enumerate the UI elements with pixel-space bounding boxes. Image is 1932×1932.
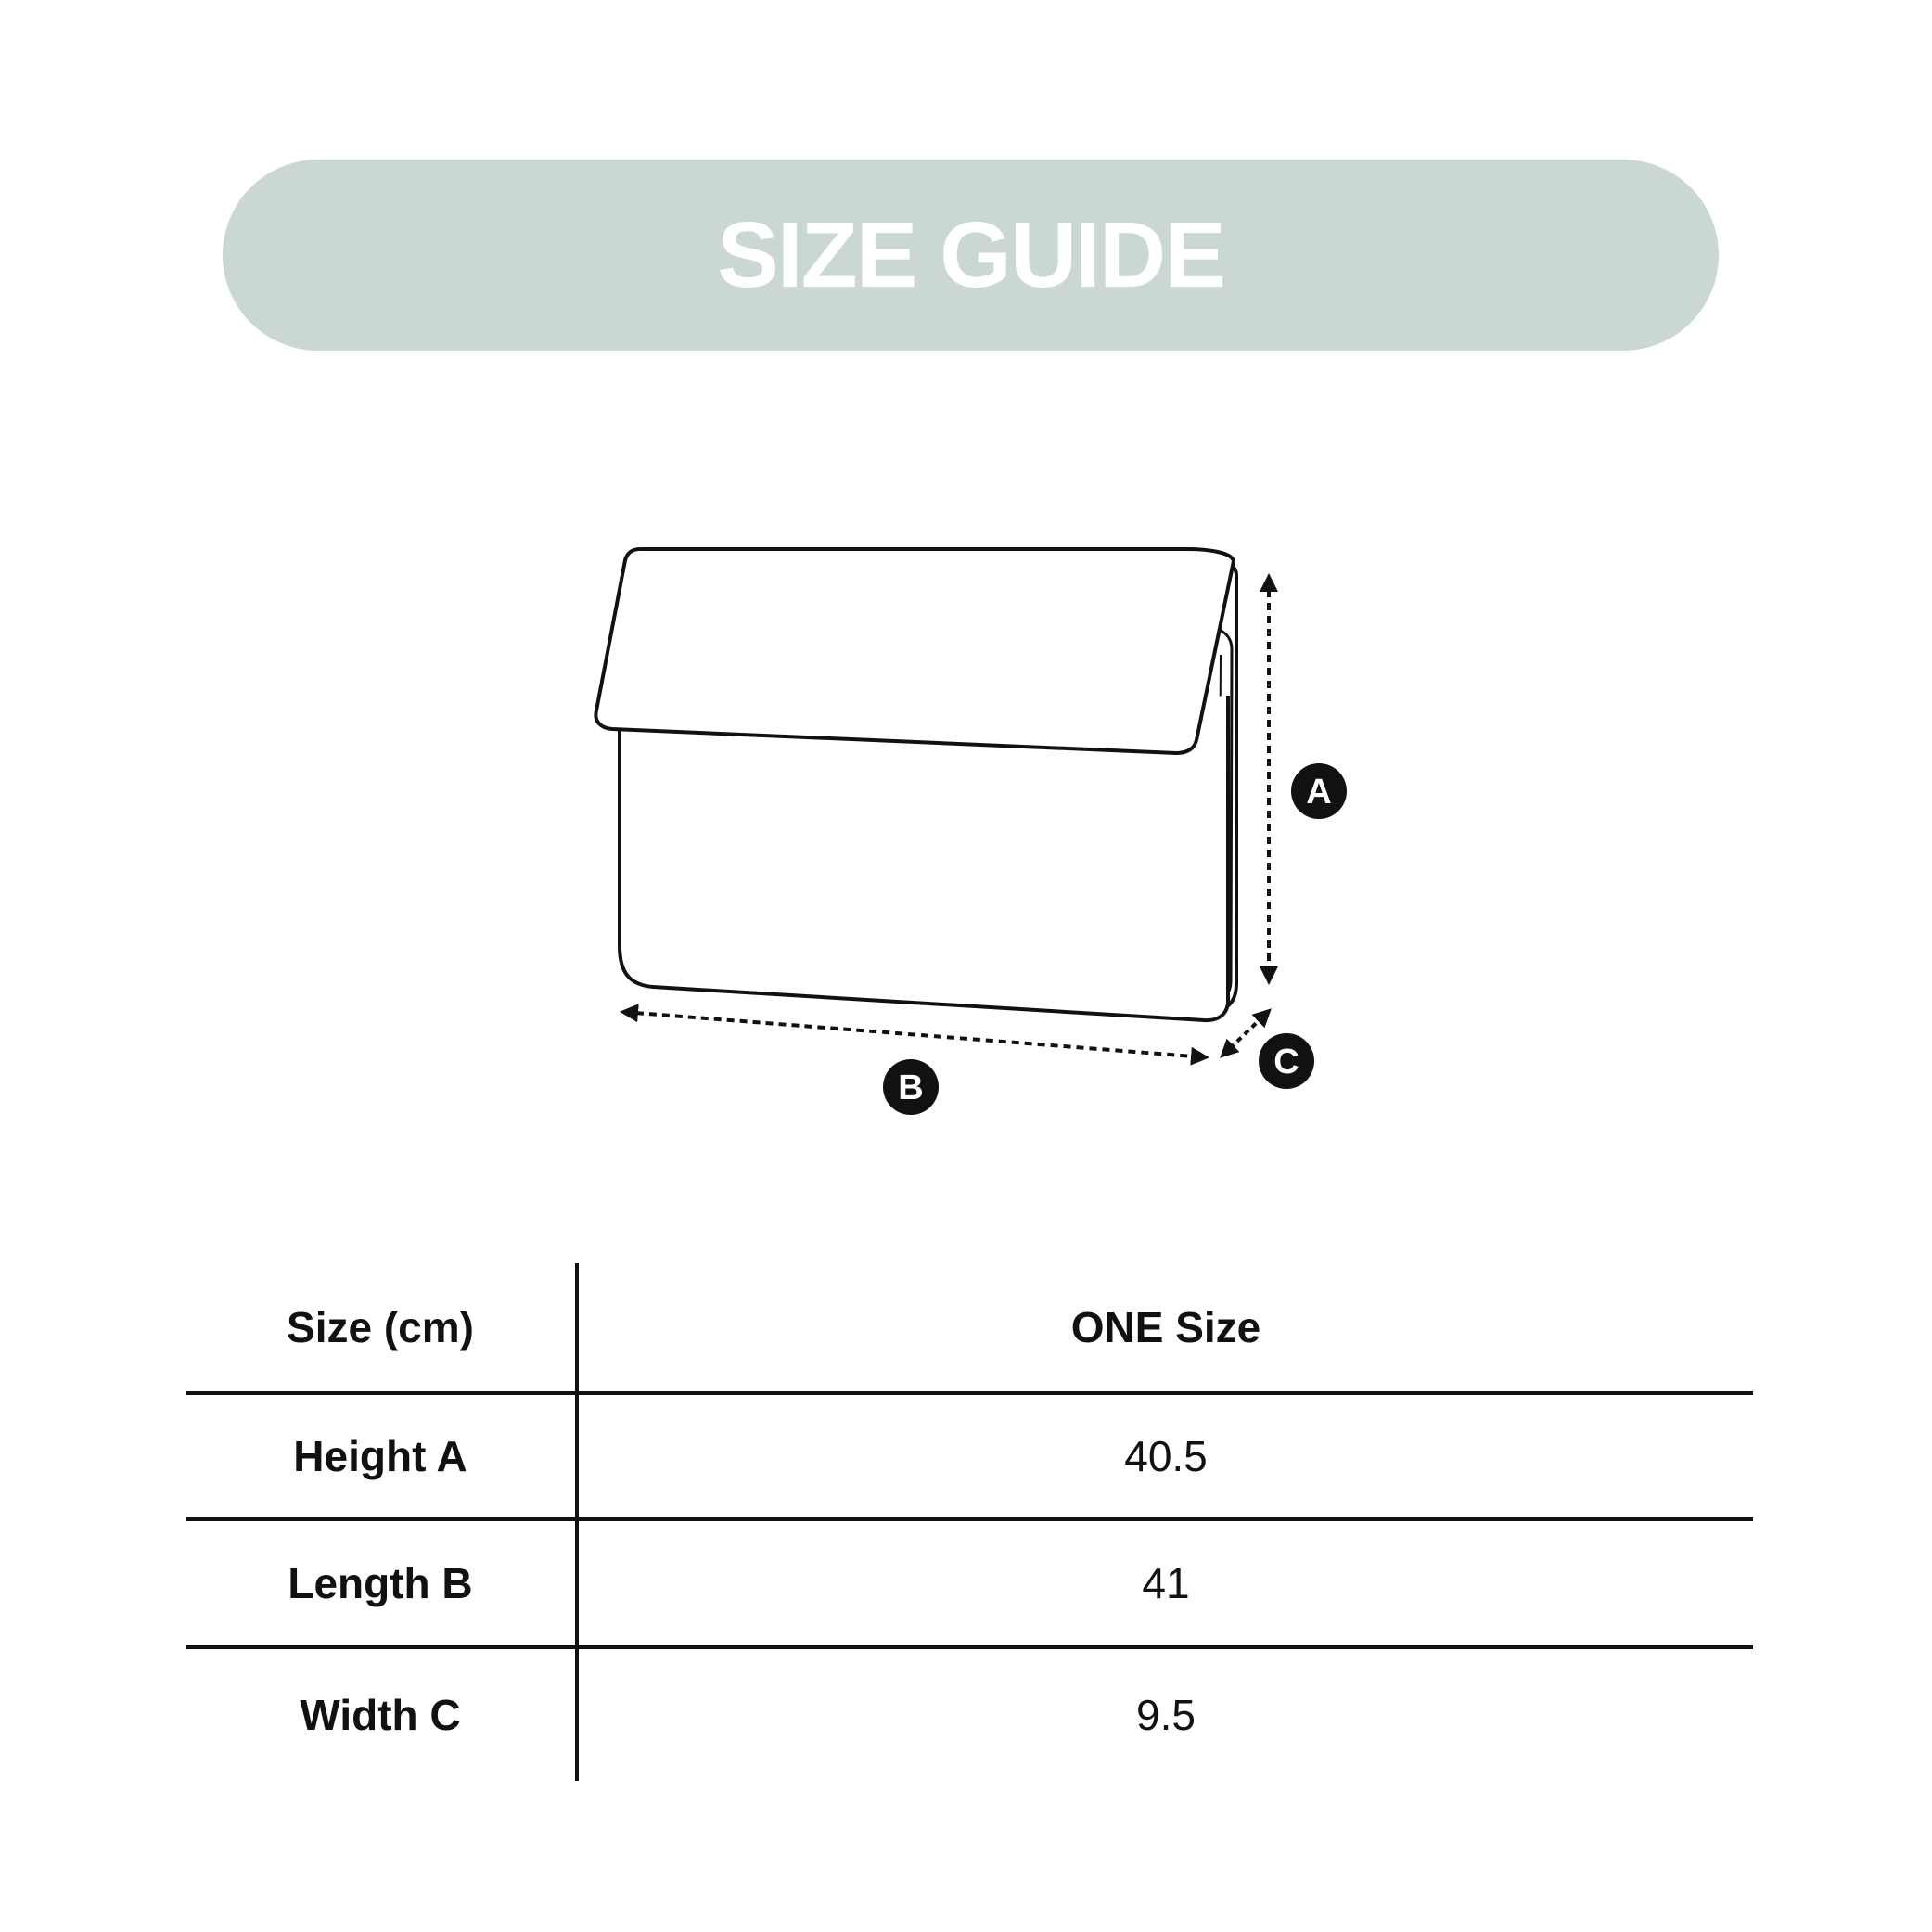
marker-b-label: B <box>898 1068 924 1107</box>
sleeve-flap <box>595 549 1234 753</box>
sleeve-illustration <box>557 519 1391 1132</box>
row-value-length-b: 41 <box>1142 1559 1190 1607</box>
row-label-length-b: Length B <box>288 1559 473 1607</box>
table-header-one-size: ONE Size <box>1070 1303 1261 1351</box>
row-value-width-c: 9.5 <box>1136 1691 1196 1739</box>
marker-a-label: A <box>1306 773 1332 812</box>
marker-b-badge <box>883 1059 939 1115</box>
size-guide-banner <box>223 160 1719 351</box>
marker-c-label: C <box>1273 1043 1299 1081</box>
table-header-size: Size (cm) <box>287 1303 474 1351</box>
page-title: SIZE GUIDE <box>717 203 1224 307</box>
size-table <box>186 1263 1753 1783</box>
product-dimension-diagram <box>557 519 1391 1132</box>
row-value-height-a: 40.5 <box>1124 1432 1208 1480</box>
marker-c-badge <box>1259 1033 1314 1089</box>
row-label-height-a: Height A <box>293 1432 467 1480</box>
marker-a-badge <box>1291 763 1347 819</box>
row-label-width-c: Width C <box>300 1691 461 1739</box>
dimension-b-arrow <box>623 1012 1206 1057</box>
